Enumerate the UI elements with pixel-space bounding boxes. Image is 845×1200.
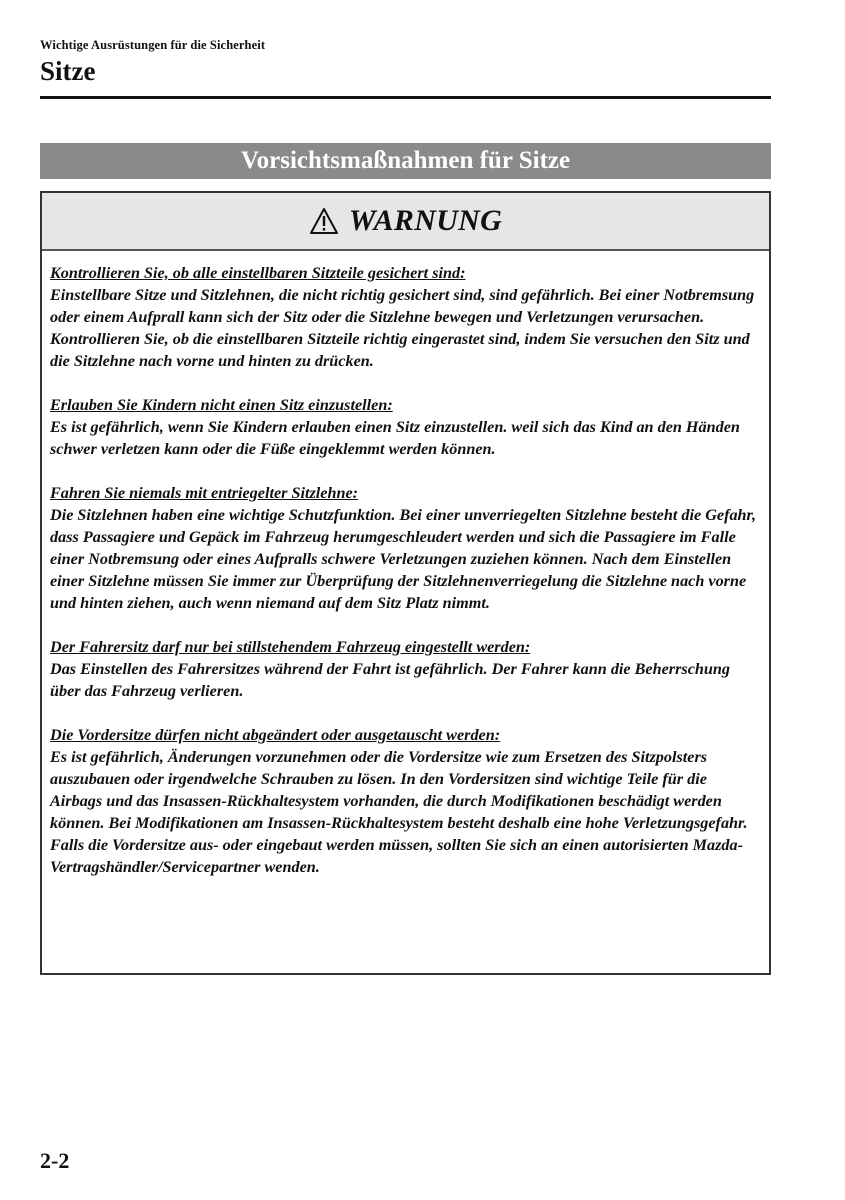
warning-triangle-icon bbox=[309, 207, 339, 235]
title-divider bbox=[40, 96, 771, 99]
breadcrumb: Wichtige Ausrüstungen für die Sicherheit bbox=[40, 38, 266, 52]
page-number: 2-2 bbox=[40, 1148, 70, 1173]
warning-item-heading: Kontrollieren Sie, ob alle einstellbaren Sitzteile gesichert sind: bbox=[50, 264, 466, 282]
page-title: Sitze bbox=[40, 56, 96, 86]
warning-item-text: Es ist gefährlich, wenn Sie Kindern erlauben einen Sitz einzustellen. weil sich das Kind an den Händen schwer verletzen kann oder die Füße eingeklemmt werden können. bbox=[50, 418, 740, 458]
warning-item-text: Das Einstellen des Fahrersitzes während der Fahrt ist gefährlich. Der Fahrer kann die Beherrschung über das Fahrzeug verlieren. bbox=[50, 660, 730, 700]
warning-item-heading: Fahren Sie niemals mit entriegelter Sitzlehne: bbox=[50, 484, 359, 502]
warning-item-heading: Erlauben Sie Kindern nicht einen Sitz einzustellen: bbox=[50, 396, 393, 414]
warning-item-text: Die Sitzlehnen haben eine wichtige Schutzfunktion. Bei einer unverriegelten Sitzlehne besteht die Gefahr, dass Passagiere und Gepäck im Fahrzeug herumgeschleudert werden und sich die Passagiere im Falle einer Notbremsung oder eines Aufpralls schwere Verletzungen zuziehen können. Nach dem Einstellen einer Sitzlehne müssen Sie immer zur Überprüfung der Sitzlehnenverriegelung die Sitzlehne nach vorne und hinten ziehen, auch wenn niemand auf dem Sitz Platz nimmt. bbox=[50, 506, 757, 612]
warning-box bbox=[40, 191, 771, 975]
warning-item bbox=[50, 636, 761, 702]
warning-item-heading: Der Fahrersitz darf nur bei stillstehendem Fahrzeug eingestellt werden: bbox=[50, 638, 531, 656]
warning-item bbox=[50, 262, 761, 372]
warning-header bbox=[42, 193, 769, 251]
warning-item bbox=[50, 394, 761, 460]
subsection-title: Vorsichtsmaßnahmen für Sitze bbox=[40, 143, 771, 179]
warning-item-heading: Die Vordersitze dürfen nicht abgeändert oder ausgetauscht werden: bbox=[50, 726, 501, 744]
warning-item bbox=[50, 482, 761, 614]
warning-item-text: Einstellbare Sitze und Sitzlehnen, die nicht richtig gesichert sind, sind gefährlich. Bei einer Notbremsung oder einem Aufprall kann sich der Sitz oder die Sitzlehne bewegen und Verletzungen verursachen. Kontrollieren Sie, ob die einstellbaren Sitzteile richtig eingerastet sind, indem Sie versuchen den Sitz und die Sitzlehne nach vorne und hinten zu drücken. bbox=[50, 286, 755, 370]
warning-body bbox=[42, 251, 769, 878]
warning-item-text: Es ist gefährlich, Änderungen vorzunehmen oder die Vordersitze wie zum Ersetzen des Sitzpolsters auszubauen oder irgendwelche Schrauben zu lösen. In den Vordersitzen sind wichtige Teile für die Airbags und das Insassen-Rückhaltesystem vorhanden, die durch Modifikationen beschädigt werden können. Bei Modifikationen am Insassen-Rückhaltesystem besteht deshalb eine hohe Verletzungsgefahr. Falls die Vordersitze aus- oder eingebaut werden müssen, sollten Sie sich an einen autorisierten Mazda-Vertragshändler/Servicepartner wenden. bbox=[50, 748, 748, 876]
warning-title: WARNUNG bbox=[348, 204, 503, 237]
warning-item bbox=[50, 724, 761, 878]
